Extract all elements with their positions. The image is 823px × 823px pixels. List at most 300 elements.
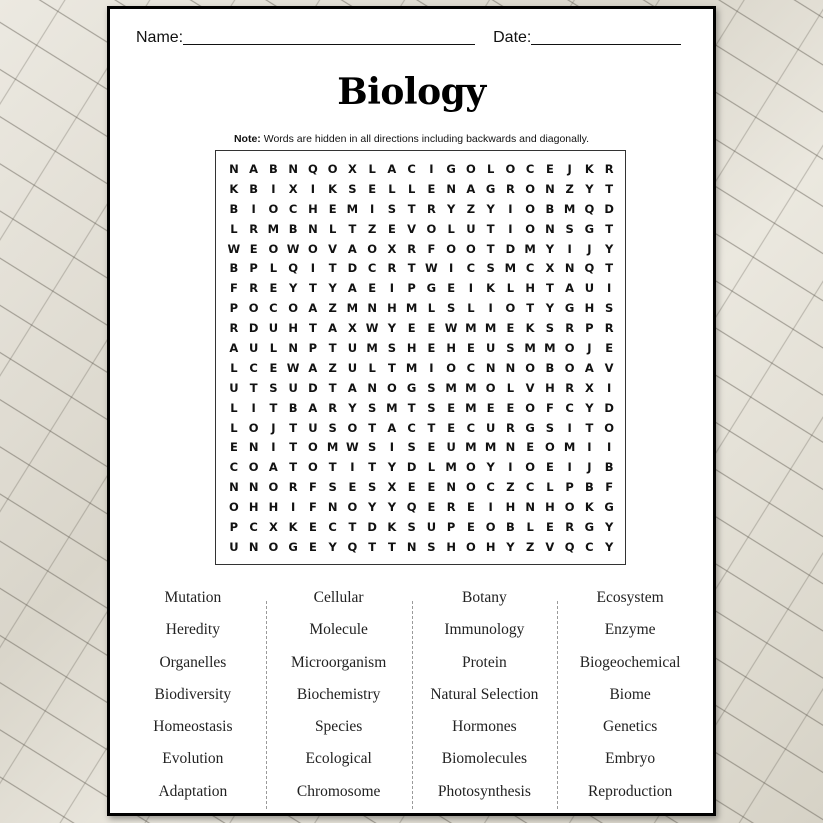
grid-cell: A bbox=[249, 162, 259, 176]
grid-cell: M bbox=[465, 380, 477, 395]
grid-cell: I bbox=[488, 500, 493, 515]
grid-cell: E bbox=[427, 480, 436, 495]
grid-cell: R bbox=[229, 321, 239, 336]
grid-cell: G bbox=[406, 380, 417, 395]
grid-cell: X bbox=[387, 241, 397, 256]
grid-cell: Z bbox=[525, 539, 535, 554]
grid-cell: L bbox=[368, 162, 376, 176]
grid-cell: I bbox=[567, 460, 572, 475]
grid-cell: Y bbox=[545, 241, 555, 256]
grid-cell: I bbox=[350, 460, 355, 475]
grid-cell: G bbox=[426, 281, 437, 296]
grid-cell: S bbox=[269, 380, 278, 395]
grid-cell: W bbox=[286, 360, 300, 375]
grid-cell: H bbox=[545, 500, 555, 515]
grid-cell: T bbox=[289, 460, 298, 475]
grid-cell: F bbox=[605, 480, 614, 495]
grid-cell: O bbox=[307, 460, 318, 475]
word-list-item: Heredity bbox=[165, 621, 220, 639]
grid-cell: A bbox=[328, 321, 338, 336]
grid-cell: R bbox=[604, 162, 614, 176]
grid-cell: K bbox=[584, 162, 594, 176]
grid-cell: C bbox=[486, 480, 495, 495]
grid-cell: Q bbox=[584, 201, 595, 216]
grid-cell: X bbox=[347, 321, 357, 336]
grid-cell: O bbox=[268, 201, 279, 216]
grid-cell: R bbox=[446, 500, 456, 515]
grid-cell: T bbox=[387, 539, 396, 554]
grid-cell: T bbox=[585, 420, 594, 435]
grid-cell: I bbox=[587, 440, 592, 455]
grid-cell: A bbox=[565, 281, 575, 296]
grid-cell: M bbox=[445, 380, 457, 395]
grid-cell: O bbox=[465, 539, 476, 554]
grid-cell: D bbox=[505, 241, 516, 256]
grid-cell: T bbox=[289, 420, 298, 435]
grid-cell: A bbox=[347, 241, 357, 256]
grid-cell: C bbox=[249, 520, 258, 535]
grid-cell: R bbox=[288, 480, 298, 495]
grid-cell: B bbox=[288, 400, 298, 415]
grid-cell: U bbox=[347, 341, 358, 356]
grid-cell: M bbox=[524, 341, 536, 356]
grid-cell: R bbox=[426, 201, 436, 216]
grid-cell: H bbox=[446, 539, 456, 554]
grid-cell: M bbox=[484, 440, 497, 455]
grid-cell: T bbox=[328, 261, 337, 276]
grid-cell: O bbox=[386, 380, 397, 395]
grid-cell: H bbox=[525, 281, 535, 296]
word-list-item: Hormones bbox=[452, 718, 517, 736]
grid-cell: A bbox=[387, 420, 397, 435]
grid-cell: Y bbox=[328, 281, 337, 296]
grid-cell: C bbox=[466, 360, 476, 375]
word-list-column bbox=[120, 587, 266, 813]
grid-cell: D bbox=[347, 261, 358, 276]
grid-cell: L bbox=[546, 480, 554, 495]
grid-cell: P bbox=[308, 341, 318, 356]
grid-cell: O bbox=[485, 380, 496, 395]
grid-cell: P bbox=[407, 281, 416, 296]
grid-cell: T bbox=[328, 380, 337, 395]
grid-cell: G bbox=[584, 221, 595, 236]
grid-cell: Y bbox=[604, 539, 614, 554]
instructions-note bbox=[110, 133, 713, 145]
grid-cell: U bbox=[485, 420, 496, 435]
grid-cell: T bbox=[249, 380, 258, 395]
grid-cell: L bbox=[467, 301, 475, 316]
grid-cell: H bbox=[406, 341, 417, 356]
grid-cell: I bbox=[468, 281, 474, 296]
grid-cell: P bbox=[229, 520, 239, 535]
grid-cell: V bbox=[328, 241, 338, 256]
grid-cell: L bbox=[388, 181, 396, 196]
grid-cell: O bbox=[465, 162, 476, 176]
grid-cell: N bbox=[248, 480, 259, 495]
grid-cell: T bbox=[486, 221, 495, 236]
grid-cell: U bbox=[248, 341, 259, 356]
grid-cell: A bbox=[466, 181, 476, 196]
grid-cell: S bbox=[407, 520, 416, 535]
grid-cell: O bbox=[544, 440, 555, 455]
grid-cell: T bbox=[308, 281, 317, 296]
grid-cell: C bbox=[229, 460, 239, 475]
word-list-item: Natural Selection bbox=[430, 685, 539, 703]
grid-cell: L bbox=[230, 400, 238, 415]
grid-cell: G bbox=[564, 301, 575, 316]
grid-cell: E bbox=[427, 440, 436, 455]
grid-cell: Z bbox=[466, 201, 476, 216]
word-list-item: Chromosome bbox=[296, 782, 381, 800]
grid-cell: M bbox=[484, 321, 497, 336]
grid-cell: H bbox=[485, 539, 496, 554]
grid-cell: A bbox=[229, 341, 239, 356]
grid-cell: Y bbox=[387, 500, 397, 515]
grid-cell: M bbox=[445, 460, 457, 475]
grid-cell: O bbox=[446, 241, 457, 256]
grid-cell: O bbox=[228, 500, 239, 515]
grid-cell: T bbox=[308, 321, 317, 336]
grid-cell: O bbox=[248, 420, 259, 435]
grid-cell: I bbox=[429, 360, 434, 375]
grid-cell: Y bbox=[604, 520, 614, 535]
grid-cell: K bbox=[525, 321, 535, 336]
grid-cell: N bbox=[446, 181, 456, 196]
grid-cell: C bbox=[525, 261, 535, 276]
grid-cell: G bbox=[446, 162, 456, 176]
grid-cell: W bbox=[227, 241, 241, 256]
grid-cell: N bbox=[545, 181, 555, 196]
grid-cell: W bbox=[286, 241, 300, 256]
grid-cell: E bbox=[466, 500, 475, 515]
word-list-item: Reproduction bbox=[587, 782, 673, 800]
grid-cell: Y bbox=[446, 201, 456, 216]
grid-cell: E bbox=[486, 400, 495, 415]
grid-cell: J bbox=[271, 420, 276, 435]
grid-cell: F bbox=[229, 281, 238, 296]
grid-cell: I bbox=[389, 440, 395, 455]
word-list-item: Ecological bbox=[305, 750, 372, 768]
grid-cell: Q bbox=[584, 261, 595, 276]
grid-cell: I bbox=[251, 400, 256, 415]
grid-cell: Y bbox=[604, 241, 614, 256]
word-list-item: Immunology bbox=[444, 621, 525, 639]
grid-cell: D bbox=[604, 201, 614, 216]
worksheet-page bbox=[107, 6, 716, 816]
word-list-item: Organelles bbox=[159, 653, 227, 671]
grid-cell: L bbox=[447, 221, 455, 236]
grid-cell: U bbox=[229, 539, 239, 554]
letter-grid bbox=[224, 160, 619, 558]
grid-cell: O bbox=[347, 420, 358, 435]
grid-cell: O bbox=[505, 301, 516, 316]
grid-cell: O bbox=[525, 460, 536, 475]
grid-cell: T bbox=[427, 420, 436, 435]
grid-cell: L bbox=[269, 341, 278, 356]
grid-cell: L bbox=[427, 460, 436, 475]
grid-cell: R bbox=[328, 400, 338, 415]
grid-cell: H bbox=[387, 301, 397, 316]
grid-cell: T bbox=[407, 400, 416, 415]
grid-cell: E bbox=[368, 181, 377, 196]
grid-cell: N bbox=[288, 162, 298, 176]
date-blank-line bbox=[531, 28, 681, 45]
grid-cell: E bbox=[269, 360, 278, 375]
grid-cell: W bbox=[365, 321, 379, 336]
grid-cell: J bbox=[587, 241, 592, 256]
grid-cell: B bbox=[604, 460, 614, 475]
word-list-column bbox=[557, 587, 703, 813]
grid-cell: Y bbox=[387, 321, 397, 336]
grid-cell: Y bbox=[348, 400, 357, 415]
grid-cell: T bbox=[407, 201, 416, 216]
grid-cell: E bbox=[427, 341, 436, 356]
grid-cell: A bbox=[308, 360, 318, 375]
grid-cell: T bbox=[486, 241, 495, 256]
grid-cell: E bbox=[447, 281, 456, 296]
grid-cell: O bbox=[525, 400, 536, 415]
grid-cell: S bbox=[367, 480, 377, 495]
grid-cell: C bbox=[288, 201, 298, 216]
grid-cell: C bbox=[585, 539, 594, 554]
grid-cell: O bbox=[525, 181, 536, 196]
grid-cell: D bbox=[308, 380, 318, 395]
date-label: Date: bbox=[493, 29, 532, 46]
grid-cell: O bbox=[525, 201, 536, 216]
grid-cell: S bbox=[486, 261, 495, 276]
grid-cell: E bbox=[605, 341, 614, 356]
grid-cell: V bbox=[604, 360, 614, 375]
grid-cell: R bbox=[505, 420, 515, 435]
word-list-item: Homeostasis bbox=[153, 718, 233, 736]
grid-cell: I bbox=[271, 440, 276, 455]
worksheet-title: Biology bbox=[337, 71, 486, 113]
grid-cell: V bbox=[525, 380, 535, 395]
grid-cell: T bbox=[269, 400, 278, 415]
grid-cell: O bbox=[564, 341, 575, 356]
grid-cell: I bbox=[369, 201, 375, 216]
grid-cell: I bbox=[508, 201, 513, 216]
grid-cell: M bbox=[524, 241, 536, 256]
grid-cell: S bbox=[565, 221, 574, 236]
grid-cell: F bbox=[308, 500, 317, 515]
grid-cell: E bbox=[545, 520, 554, 535]
grid-cell: N bbox=[505, 360, 516, 375]
grid-cell: S bbox=[348, 181, 357, 196]
word-list-item: Embryo bbox=[605, 750, 656, 768]
grid-cell: R bbox=[604, 321, 614, 336]
grid-cell: H bbox=[268, 500, 279, 515]
grid-cell: K bbox=[328, 181, 338, 196]
grid-cell: C bbox=[269, 301, 278, 316]
grid-cell: N bbox=[505, 440, 516, 455]
grid-cell: E bbox=[407, 321, 416, 336]
grid-cell: F bbox=[427, 241, 436, 256]
grid-cell: S bbox=[328, 480, 337, 495]
grid-cell: V bbox=[407, 221, 417, 236]
grid-cell: X bbox=[288, 181, 298, 196]
grid-cell: X bbox=[584, 380, 594, 395]
grid-cell: N bbox=[525, 500, 535, 515]
grid-cell: U bbox=[268, 321, 279, 336]
grid-cell: I bbox=[290, 500, 296, 515]
grid-cell: P bbox=[565, 480, 574, 495]
grid-cell: E bbox=[407, 480, 416, 495]
grid-cell: B bbox=[229, 261, 239, 276]
grid-cell: T bbox=[348, 520, 357, 535]
word-list-column bbox=[412, 587, 558, 813]
grid-cell: E bbox=[368, 281, 377, 296]
grid-cell: Z bbox=[367, 221, 377, 236]
grid-cell: O bbox=[307, 440, 318, 455]
grid-cell: Y bbox=[387, 460, 397, 475]
grid-cell: E bbox=[447, 420, 456, 435]
name-label: Name: bbox=[136, 29, 184, 46]
grid-cell: L bbox=[230, 420, 238, 435]
grid-cell: N bbox=[545, 221, 555, 236]
grid-cell: M bbox=[326, 440, 339, 455]
grid-cell: F bbox=[308, 480, 317, 495]
grid-cell: E bbox=[466, 520, 475, 535]
note-label: Note: bbox=[233, 133, 261, 145]
header-fields bbox=[136, 23, 683, 47]
grid-cell: I bbox=[508, 460, 513, 475]
word-list-item: Photosynthesis bbox=[437, 782, 531, 800]
grid-cell: C bbox=[565, 400, 574, 415]
grid-cell: L bbox=[407, 181, 416, 196]
grid-cell: G bbox=[288, 539, 298, 554]
grid-cell: O bbox=[268, 539, 279, 554]
grid-cell: I bbox=[606, 281, 612, 296]
grid-cell: M bbox=[465, 400, 477, 415]
word-list-item: Ecosystem bbox=[596, 589, 664, 606]
grid-cell: R bbox=[249, 221, 259, 236]
grid-cell: V bbox=[545, 539, 555, 554]
grid-cell: O bbox=[465, 480, 476, 495]
grid-cell: Z bbox=[506, 480, 515, 495]
grid-cell: R bbox=[565, 520, 575, 535]
grid-cell: E bbox=[269, 281, 278, 296]
grid-cell: O bbox=[465, 241, 476, 256]
grid-cell: O bbox=[426, 221, 437, 236]
grid-cell: J bbox=[567, 162, 572, 176]
grid-cell: M bbox=[504, 261, 517, 276]
grid-cell: I bbox=[567, 241, 572, 256]
grid-cell: Y bbox=[328, 539, 337, 554]
grid-cell: X bbox=[387, 480, 397, 495]
grid-cell: K bbox=[288, 520, 298, 535]
grid-cell: T bbox=[526, 301, 535, 316]
grid-cell: A bbox=[268, 460, 278, 475]
grid-cell: D bbox=[248, 321, 259, 336]
grid-cell: N bbox=[367, 301, 377, 316]
grid-cell: E bbox=[545, 162, 554, 176]
grid-cell: Q bbox=[288, 261, 299, 276]
grid-cell: U bbox=[288, 380, 298, 395]
word-list-item: Genetics bbox=[603, 718, 658, 736]
grid-cell: I bbox=[251, 201, 256, 216]
grid-cell: I bbox=[567, 420, 572, 435]
grid-cell: Y bbox=[585, 181, 594, 196]
grid-cell: O bbox=[485, 520, 496, 535]
grid-cell: E bbox=[308, 539, 317, 554]
grid-cell: I bbox=[310, 181, 316, 196]
grid-cell: S bbox=[427, 400, 436, 415]
grid-cell: M bbox=[366, 341, 378, 356]
grid-cell: L bbox=[230, 221, 238, 236]
grid-cell: U bbox=[584, 281, 595, 296]
grid-cell: O bbox=[268, 241, 279, 256]
word-list-item: Biodiversity bbox=[154, 685, 232, 703]
grid-cell: M bbox=[405, 301, 418, 316]
grid-cell: I bbox=[508, 221, 513, 236]
grid-cell: C bbox=[407, 162, 416, 176]
grid-cell: M bbox=[544, 341, 556, 356]
grid-cell: O bbox=[307, 241, 318, 256]
grid-cell: K bbox=[584, 500, 594, 515]
word-list-item: Microorganism bbox=[290, 653, 387, 671]
grid-cell: A bbox=[347, 281, 357, 296]
grid-cell: C bbox=[249, 360, 258, 375]
grid-cell: G bbox=[584, 520, 595, 535]
grid-cell: T bbox=[289, 440, 298, 455]
grid-cell: R bbox=[565, 380, 575, 395]
grid-cell: F bbox=[545, 400, 554, 415]
grid-cell: N bbox=[446, 480, 456, 495]
grid-cell: E bbox=[229, 440, 238, 455]
grid-cell: D bbox=[406, 460, 417, 475]
grid-cell: B bbox=[545, 201, 555, 216]
note-text: Words are hidden in all directions including backwards and diagonally. bbox=[260, 133, 590, 145]
grid-cell: U bbox=[308, 420, 318, 435]
grid-cell: Q bbox=[307, 162, 318, 176]
grid-cell: I bbox=[389, 281, 395, 296]
word-list-item: Enzyme bbox=[604, 621, 656, 639]
grid-cell: H bbox=[505, 500, 516, 515]
grid-cell: C bbox=[328, 520, 337, 535]
grid-cell: H bbox=[288, 321, 298, 336]
grid-cell: S bbox=[407, 440, 416, 455]
grid-cell: N bbox=[248, 440, 259, 455]
grid-cell: O bbox=[525, 360, 536, 375]
grid-cell: L bbox=[526, 520, 534, 535]
grid-cell: T bbox=[368, 420, 377, 435]
grid-cell: B bbox=[505, 520, 515, 535]
grid-cell: E bbox=[466, 341, 475, 356]
grid-cell: E bbox=[427, 181, 436, 196]
grid-cell: M bbox=[465, 321, 477, 336]
grid-cell: T bbox=[387, 360, 396, 375]
grid-cell: W bbox=[346, 440, 359, 455]
grid-cell: C bbox=[466, 420, 476, 435]
grid-cell: T bbox=[348, 221, 357, 236]
grid-cell: I bbox=[606, 440, 612, 455]
grid-cell: R bbox=[565, 321, 575, 336]
grid-cell: L bbox=[506, 281, 515, 296]
grid-cell: P bbox=[249, 261, 258, 276]
grid-cell: I bbox=[606, 380, 612, 395]
grid-cell: W bbox=[444, 321, 458, 336]
grid-cell: K bbox=[387, 520, 397, 535]
grid-cell: R bbox=[505, 181, 515, 196]
grid-cell: B bbox=[584, 480, 594, 495]
grid-cell: R bbox=[249, 281, 259, 296]
grid-cell: M bbox=[405, 360, 418, 375]
grid-cell: B bbox=[229, 201, 239, 216]
grid-cell: L bbox=[230, 360, 238, 375]
grid-cell: E bbox=[447, 400, 456, 415]
word-list-item: Cellular bbox=[313, 589, 364, 606]
